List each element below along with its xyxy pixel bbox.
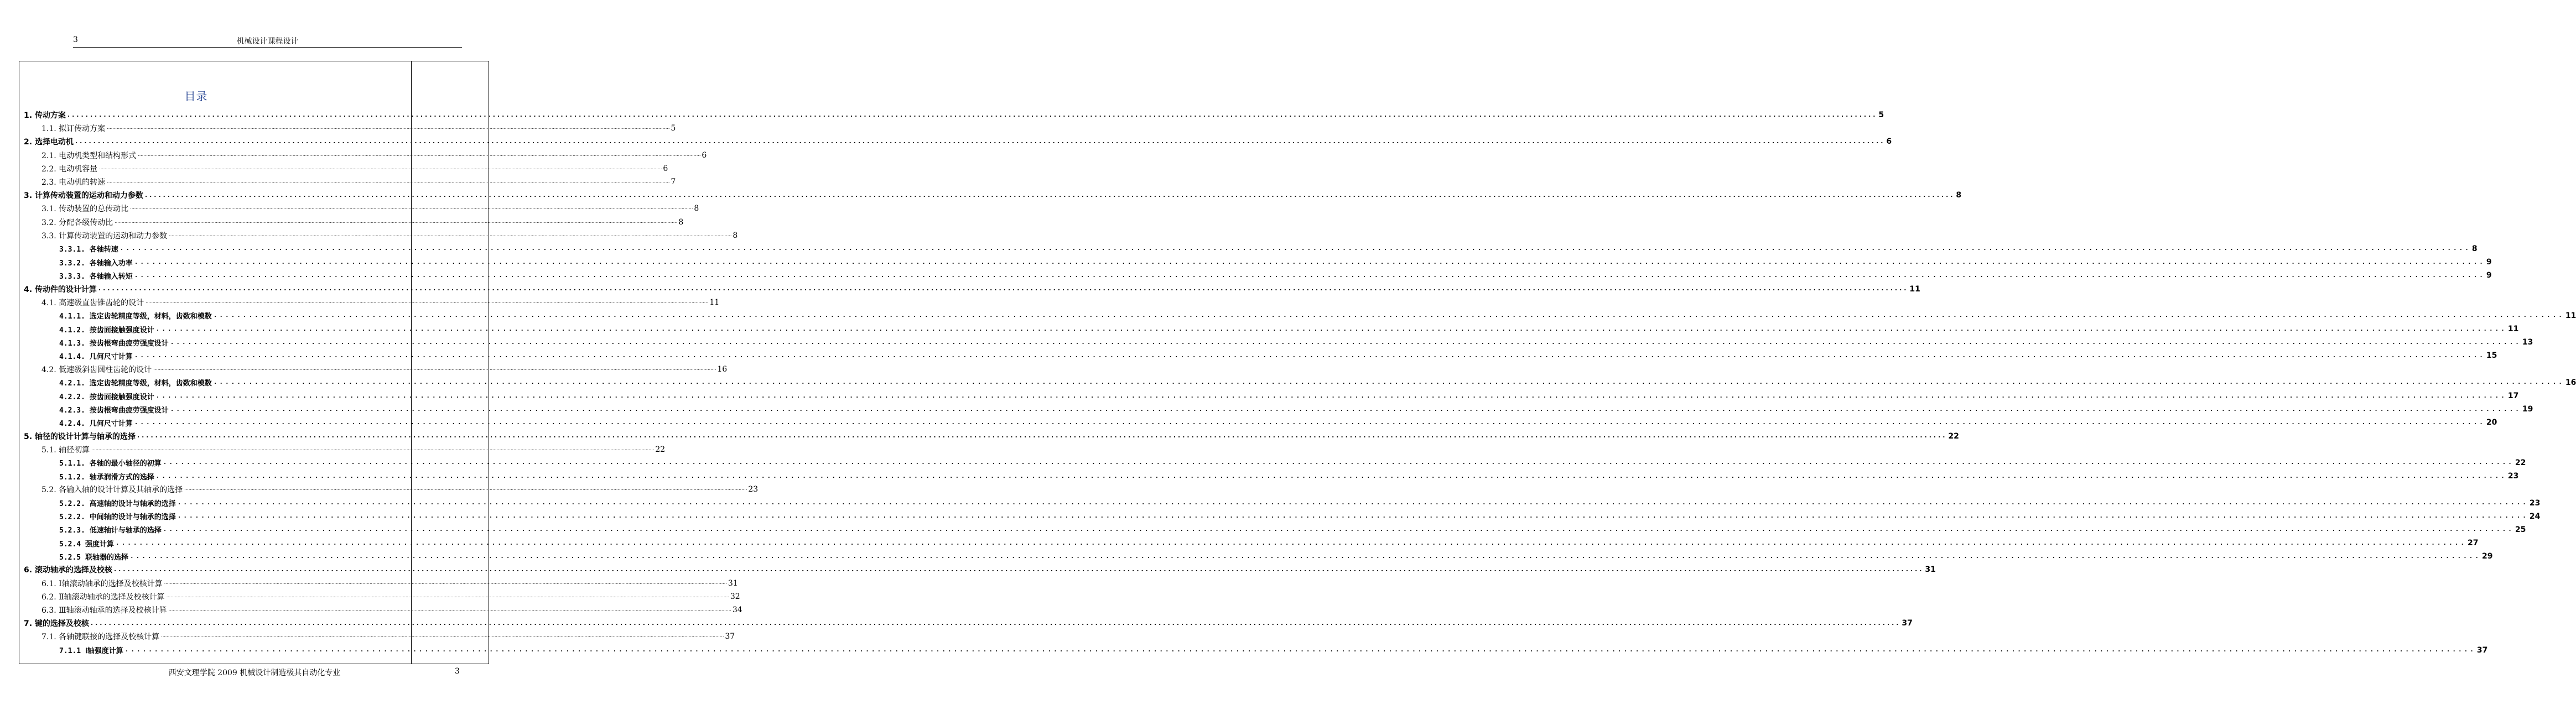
toc-entry-level-3[interactable] (24, 536, 2479, 550)
toc-entry-text: 6.1. Ⅰ轴滚动轴承的选择及校核计算 (41, 579, 163, 588)
toc-entry-page: 8 (733, 231, 738, 240)
toc-entry-page: 5 (1878, 111, 1884, 120)
toc-leader-dots: ................................................................................................................................................................................................................................................................................................................................................................................................................ (107, 125, 670, 131)
toc-entry-level-3[interactable] (24, 496, 2541, 509)
toc-entry-page: 6 (702, 150, 707, 160)
toc-entry-page: 8 (2471, 244, 2478, 253)
toc-leader-dots: ................................................................................................................................................................................................................................................................................................................................................................................................................ (113, 565, 1924, 573)
toc-entry-page: 7 (671, 178, 676, 187)
toc-entry-page: 31 (1925, 565, 1936, 575)
toc-entry-level-1[interactable] (24, 189, 1962, 202)
toc-entry-page: 32 (730, 592, 740, 601)
toc-entry-level-1[interactable] (24, 135, 1892, 148)
toc-leader-dots: ................................................................................................................................................................................................................................................................................................................................................................................................................ (213, 311, 2564, 319)
footer-page-number: 3 (455, 667, 460, 676)
toc-entry-text: 6. 滚动轴承的选择及校核 (24, 566, 112, 575)
toc-leader-dots: ................................................................................................................................................................................................................................................................................................................................................................................................................ (90, 619, 1901, 627)
toc-entry-level-1[interactable] (24, 282, 1920, 295)
toc-leader-dots: ................................................................................................................................................................................................................................................................................................................................................................................................................ (163, 525, 2514, 533)
toc-entry-page: 23 (2529, 498, 2541, 508)
footer-text: 西安文理学院 2009 机械设计制造极其自动化专业 (168, 669, 341, 677)
toc-entry-page: 37 (1902, 619, 1913, 628)
toc-entry-page: 37 (2476, 645, 2488, 655)
toc-entry-text: 4.1. 高速级直齿锥齿轮的设计 (41, 298, 144, 307)
toc-entry-text: 4.2.2. 按齿面接触强度设计 (59, 393, 154, 401)
toc-entry-page: 8 (678, 217, 684, 227)
toc-entry-page: 17 (2507, 392, 2519, 401)
toc-entry-text: 4. 传动件的设计计算 (24, 285, 97, 294)
toc-entry-level-3[interactable] (24, 242, 2478, 255)
toc-leader-dots: ................................................................................................................................................................................................................................................................................................................................................................................................................ (129, 552, 2481, 560)
toc-entry-page: 23 (748, 485, 759, 494)
toc-entry-page: 11 (709, 298, 720, 307)
toc-entry-text: 5.1.2. 轴承润滑方式的选择 (59, 473, 154, 482)
toc-leader-dots: ................................................................................................................................................................................................................................................................................................................................................................................................................ (177, 499, 2528, 507)
toc-entry-level-1[interactable] (24, 563, 1936, 576)
toc-entry-text: 5.1. 轴径初算 (41, 445, 90, 455)
toc-entry-page: 22 (2515, 458, 2526, 467)
toc-leader-dots: ................................................................................................................................................................................................................................................................................................................................................................................................................ (134, 418, 2485, 426)
toc-entry-level-2[interactable] (24, 483, 759, 496)
toc-entry-text: 4.1.4. 几何尺寸计算 (59, 352, 133, 361)
toc-entry-level-2[interactable] (24, 630, 735, 643)
toc-entry-text: 5.2. 各输入轴的设计计算及其轴承的选择 (41, 486, 183, 495)
toc-entry-level-2[interactable] (24, 229, 738, 242)
toc-entry-level-2[interactable] (24, 162, 668, 175)
toc-entry-level-2[interactable] (24, 577, 738, 590)
toc-entry-text: 5.2.3. 低速轴计与轴承的选择 (59, 526, 162, 535)
toc-entry-level-1[interactable] (24, 617, 1913, 630)
toc-leader-dots: ................................................................................................................................................................................................................................................................................................................................................................................................................ (75, 137, 1886, 145)
toc-leader-dots: ................................................................................................................................................................................................................................................................................................................................................................................................................ (91, 446, 655, 451)
toc-entry-text: 4.1.2. 按齿面接触强度设计 (59, 326, 154, 335)
toc-entry-page: 16 (2565, 378, 2576, 387)
toc-entry-page: 13 (2522, 338, 2533, 347)
toc-entry-page: 19 (2522, 405, 2533, 414)
toc-entry-text: 3.2. 分配各级传动比 (41, 218, 113, 227)
toc-entry-level-3[interactable] (24, 349, 2497, 362)
toc-leader-dots: ................................................................................................................................................................................................................................................................................................................................................................................................................ (166, 593, 729, 598)
page-header (73, 35, 462, 48)
toc-entry-text: 1.1. 拟订传动方案 (41, 124, 106, 134)
toc-entry-page: 31 (728, 578, 738, 588)
toc-entry-page: 29 (2482, 552, 2493, 561)
toc-leader-dots: ................................................................................................................................................................................................................................................................................................................................................................................................................ (164, 580, 727, 585)
toc-entry-text: 3.3.2. 各轴输入功率 (59, 259, 133, 268)
toc-entry-text: 2.1. 电动机类型和结构形式 (41, 151, 137, 160)
toc-entry-level-3[interactable] (24, 309, 2576, 322)
toc-entry-text: 3.1. 传动装置的总传动比 (41, 205, 129, 214)
toc-entry-page: 25 (2515, 525, 2526, 534)
toc-entry-text: 4.2. 低速级斜齿圆柱齿轮的设计 (41, 365, 152, 374)
toc-entry-level-3[interactable] (24, 269, 2492, 282)
header-page-number: 3 (73, 35, 78, 44)
toc-entry-page: 22 (1948, 431, 1959, 441)
toc-leader-dots: ................................................................................................................................................................................................................................................................................................................................................................................................................ (120, 244, 2471, 252)
toc-entry-page: 11 (2565, 311, 2576, 320)
toc-leader-dots: ................................................................................................................................................................................................................................................................................................................................................................................................................ (168, 607, 731, 612)
header-rule (73, 47, 462, 48)
toc-entry-page: 6 (1886, 137, 1892, 147)
toc-entry-level-3[interactable] (24, 376, 2576, 389)
toc-entry-page: 8 (694, 204, 699, 213)
toc-leader-dots: ................................................................................................................................................................................................................................................................................................................................................................................................................ (146, 299, 709, 304)
toc-entry-text: 7.1. 各轴键联接的选择及校核计算 (41, 633, 160, 642)
toc-entry-page: 9 (2486, 258, 2492, 267)
table-of-contents (24, 108, 2576, 657)
header-title: 机械设计课程设计 (236, 37, 299, 46)
toc-entry-page: 23 (2507, 472, 2519, 481)
toc-entry-level-3[interactable] (24, 469, 2519, 483)
toc-entry-text: 3. 计算传动装置的运动和动力参数 (24, 191, 143, 201)
toc-entry-text: 3.3. 计算传动装置的运动和动力参数 (41, 231, 168, 241)
toc-entry-text: 2. 选择电动机 (24, 138, 74, 147)
toc-entry-text: 4.2.3. 按齿根弯曲疲劳强度设计 (59, 406, 169, 415)
toc-entry-text: 5.2.2. 中间轴的设计与轴承的选择 (59, 513, 176, 522)
toc-entry-level-3[interactable] (24, 416, 2497, 429)
toc-leader-dots: ................................................................................................................................................................................................................................................................................................................................................................................................................ (99, 165, 662, 170)
toc-entry-page: 34 (732, 606, 742, 615)
toc-entry-page: 27 (2468, 539, 2479, 548)
toc-entry-text: 6.3. Ⅲ轴滚动轴承的选择及校核计算 (41, 606, 167, 615)
toc-entry-level-3[interactable] (24, 389, 2519, 403)
toc-leader-dots: ................................................................................................................................................................................................................................................................................................................................................................................................................ (155, 325, 2507, 332)
toc-leader-dots: ................................................................................................................................................................................................................................................................................................................................................................................................................ (67, 111, 1878, 118)
toc-entry-text: 7. 键的选择及校核 (24, 619, 89, 629)
toc-entry-page: 15 (2486, 351, 2497, 361)
toc-entry-level-3[interactable] (24, 456, 2526, 469)
toc-entry-level-2[interactable] (24, 590, 740, 603)
toc-leader-dots: ................................................................................................................................................................................................................................................................................................................................................................................................................ (107, 179, 670, 184)
toc-entry-text: 3.3.1. 各轴转速 (59, 246, 118, 254)
toc-entry-level-3[interactable] (24, 336, 2533, 349)
toc-leader-dots: ................................................................................................................................................................................................................................................................................................................................................................................................................ (163, 458, 2514, 466)
toc-entry-level-2[interactable] (24, 363, 728, 376)
toc-entry-text: 3.3.3. 各轴输入转矩 (59, 272, 133, 281)
toc-entry-page: 9 (2486, 271, 2492, 280)
toc-leader-dots: ................................................................................................................................................................................................................................................................................................................................................................................................................ (170, 405, 2521, 413)
toc-entry-level-2[interactable] (24, 122, 676, 135)
toc-entry-page: 16 (717, 364, 728, 374)
toc-entry-page: 6 (663, 164, 668, 173)
toc-entry-level-2[interactable] (24, 443, 666, 456)
toc-entry-text: 5. 轴径的设计计算与轴承的选择 (24, 432, 136, 441)
toc-entry-page: 8 (1956, 191, 1962, 200)
toc-leader-dots: ................................................................................................................................................................................................................................................................................................................................................................................................................ (177, 512, 2528, 520)
toc-entry-text: 4.2.4. 几何尺寸计算 (59, 419, 133, 428)
toc-entry-page: 37 (725, 632, 735, 641)
toc-entry-text: 4.1.1. 选定齿轮精度等级，材料，齿数和模数 (59, 312, 212, 321)
toc-leader-dots: ................................................................................................................................................................................................................................................................................................................................................................................................................ (138, 152, 701, 157)
toc-leader-dots: ................................................................................................................................................................................................................................................................................................................................................................................................................ (134, 271, 2485, 279)
toc-entry-text: 5.2.2. 高速轴的设计与轴承的选择 (59, 500, 176, 509)
page-footer (0, 667, 509, 678)
toc-entry-text: 5.2.5 联轴器的选择 (59, 553, 128, 562)
toc-leader-dots: ................................................................................................................................................................................................................................................................................................................................................................................................................ (144, 191, 1955, 199)
toc-leader-dots: ................................................................................................................................................................................................................................................................................................................................................................................................................ (169, 232, 732, 237)
toc-leader-dots: ................................................................................................................................................................................................................................................................................................................................................................................................................ (153, 366, 716, 371)
toc-entry-text: 5.2.4 强度计算 (59, 540, 114, 549)
toc-leader-dots: ................................................................................................................................................................................................................................................................................................................................................................................................................ (137, 432, 1947, 440)
toc-entry-level-1[interactable] (24, 430, 1959, 443)
toc-entry-level-2[interactable] (24, 149, 707, 162)
toc-title: 目录 (184, 90, 208, 103)
toc-entry-level-3[interactable] (24, 523, 2526, 536)
toc-entry-text: 4.1.3. 按齿根弯曲疲劳强度设计 (59, 339, 169, 348)
toc-entry-text: 2.3. 电动机的转速 (41, 178, 106, 187)
toc-entry-level-3[interactable] (24, 403, 2533, 416)
toc-leader-dots: ................................................................................................................................................................................................................................................................................................................................................................................................................ (213, 378, 2564, 386)
toc-entry-level-2[interactable] (24, 603, 742, 617)
toc-entry-page: 20 (2486, 418, 2497, 427)
toc-leader-dots: ................................................................................................................................................................................................................................................................................................................................................................................................................ (155, 392, 2507, 399)
toc-entry-text: 7.1.1 Ⅰ轴强度计算 (59, 647, 123, 656)
toc-entry-level-2[interactable] (24, 296, 720, 309)
toc-entry-level-1[interactable] (24, 108, 1884, 122)
toc-entry-level-3[interactable] (24, 322, 2519, 336)
toc-entry-level-3[interactable] (24, 644, 2488, 657)
toc-leader-dots: ................................................................................................................................................................................................................................................................................................................................................................................................................ (134, 258, 2485, 265)
toc-entry-page: 22 (655, 445, 666, 454)
toc-entry-level-2[interactable] (24, 216, 684, 229)
toc-entry-text: 1. 传动方案 (24, 111, 66, 121)
toc-entry-level-2[interactable] (24, 175, 676, 189)
toc-entry-text: 6.2. Ⅱ轴滚动轴承的选择及校核计算 (41, 592, 165, 602)
toc-leader-dots: ................................................................................................................................................................................................................................................................................................................................................................................................................ (124, 646, 2476, 654)
toc-entry-text: 5.1.1. 各轴的最小轴径的初算 (59, 460, 162, 468)
toc-entry-page: 11 (2507, 325, 2519, 334)
toc-leader-dots: ................................................................................................................................................................................................................................................................................................................................................................................................................ (130, 205, 693, 211)
toc-entry-page: 5 (671, 124, 676, 133)
toc-leader-dots: ................................................................................................................................................................................................................................................................................................................................................................................................................ (134, 351, 2485, 359)
toc-entry-level-2[interactable] (24, 202, 699, 215)
toc-leader-dots: ................................................................................................................................................................................................................................................................................................................................................................................................................ (184, 486, 747, 492)
toc-entry-page: 11 (1909, 284, 1920, 294)
toc-entry-text: 2.2. 电动机容量 (41, 164, 98, 174)
toc-entry-page: 24 (2529, 512, 2541, 521)
toc-entry-level-3[interactable] (24, 255, 2492, 269)
toc-leader-dots: ................................................................................................................................................................................................................................................................................................................................................................................................................ (170, 338, 2521, 346)
toc-entry-level-3[interactable] (24, 550, 2493, 563)
toc-entry-text: 4.2.1. 选定齿轮精度等级，材料，齿数和模数 (59, 379, 212, 388)
toc-leader-dots: ................................................................................................................................................................................................................................................................................................................................................................................................................ (115, 539, 2466, 546)
toc-leader-dots: ................................................................................................................................................................................................................................................................................................................................................................................................................ (161, 633, 724, 639)
toc-leader-dots: ................................................................................................................................................................................................................................................................................................................................................................................................................ (98, 285, 1909, 293)
toc-leader-dots: ................................................................................................................................................................................................................................................................................................................................................................................................................ (115, 218, 678, 224)
toc-leader-dots: ................................................................................................................................................................................................................................................................................................................................................................................................................ (155, 472, 2507, 479)
toc-entry-level-3[interactable] (24, 510, 2541, 523)
